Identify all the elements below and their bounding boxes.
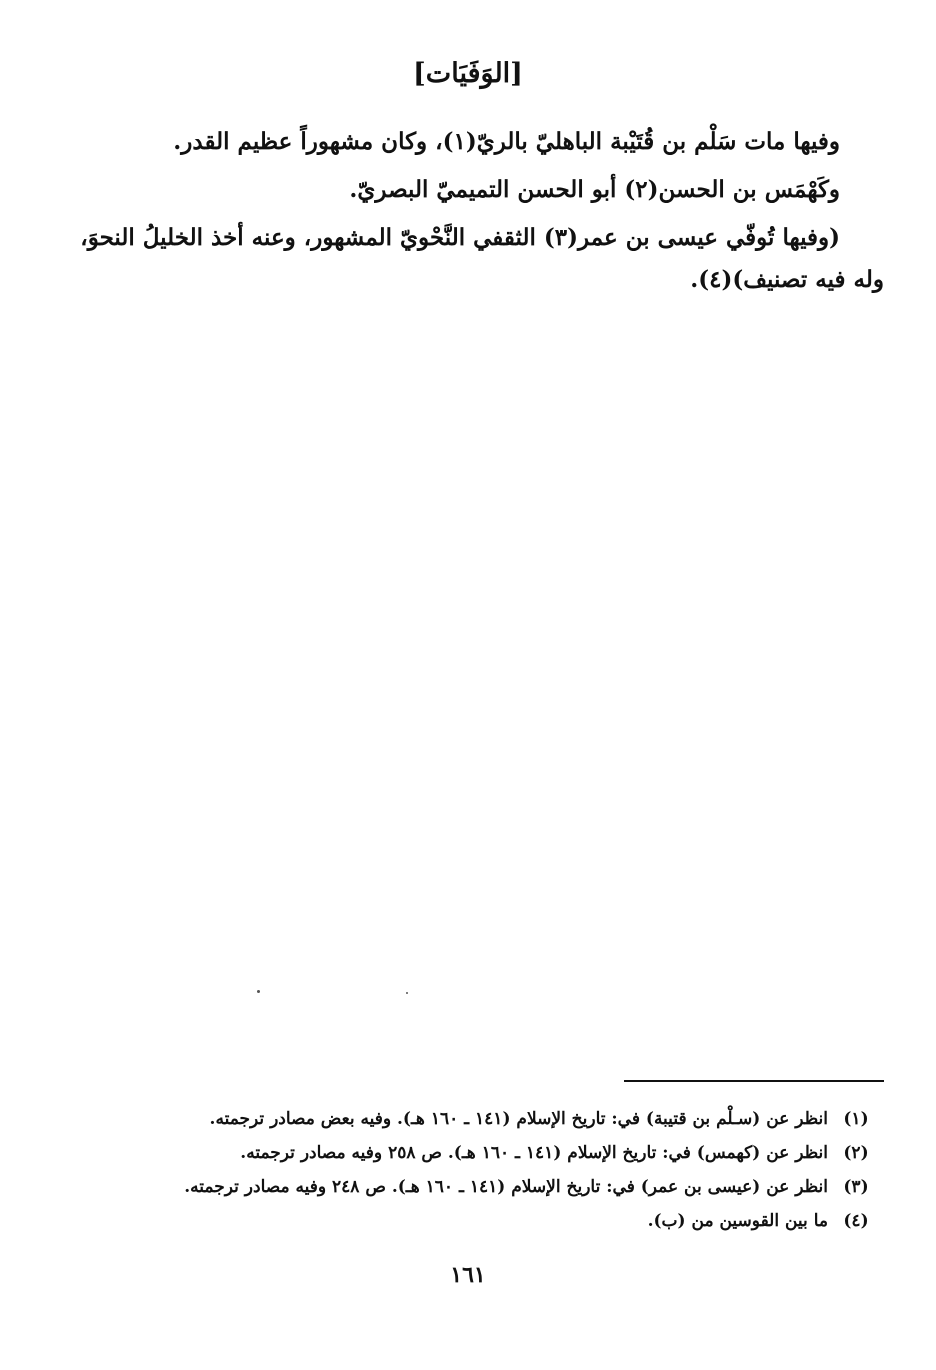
footnote-1 bbox=[84, 1102, 884, 1136]
footnote-separator bbox=[624, 1080, 884, 1082]
main-text bbox=[80, 118, 884, 304]
footnote-2 bbox=[84, 1136, 884, 1170]
footnote-number: (٢) bbox=[843, 1143, 869, 1163]
section-title: [الوَفَيَات] bbox=[413, 58, 523, 89]
footnote-3 bbox=[84, 1170, 884, 1204]
footnote-text: انظر عن (كهمس) في: تاريخ الإسلام (١٤١ ـ ١٦٠ هـ). ص ٢٥٨ وفيه مصادر ترجمته. bbox=[240, 1143, 828, 1163]
footnote-text: انظر عن (سـلْم بن قتيبة) في: تاريخ الإسلام (١٤١ ـ ١٦٠ هـ). وفيه بعض مصادر ترجمته. bbox=[209, 1109, 828, 1129]
paragraph-salm: وفيها مات سَلْم بن قُتَيْبة الباهليّ بالريّ(١)، وكان مشهوراً عظيم القدر. bbox=[173, 128, 840, 155]
footnote-text: ما بين القوسين من (ب). bbox=[647, 1211, 828, 1231]
footnote-text: انظر عن (عيسى بن عمر) في: تاريخ الإسلام (١٤١ ـ ١٦٠ هـ). ص ٢٤٨ وفيه مصادر ترجمته. bbox=[184, 1177, 828, 1197]
footnote-4 bbox=[84, 1204, 884, 1238]
scan-speck bbox=[406, 992, 408, 994]
paragraph-isa-continuation: وله فيه تصنيف)(٤). bbox=[690, 266, 884, 293]
scan-speck bbox=[257, 990, 260, 993]
paragraph-kahmas: وكَهْمَس بن الحسن(٢) أبو الحسن التميميّ البصريّ. bbox=[349, 176, 840, 203]
footnote-number: (٤) bbox=[843, 1211, 869, 1231]
footnote-number: (١) bbox=[843, 1109, 869, 1129]
page-number: ١٦١ bbox=[450, 1262, 486, 1288]
footnotes bbox=[84, 1102, 884, 1238]
paragraph-isa: (وفيها تُوفّي عيسى بن عمر(٣) الثقفي النَّحْويّ المشهور، وعنه أخذ الخليلُ النحوَ، bbox=[80, 224, 840, 251]
footnote-number: (٣) bbox=[843, 1177, 869, 1197]
